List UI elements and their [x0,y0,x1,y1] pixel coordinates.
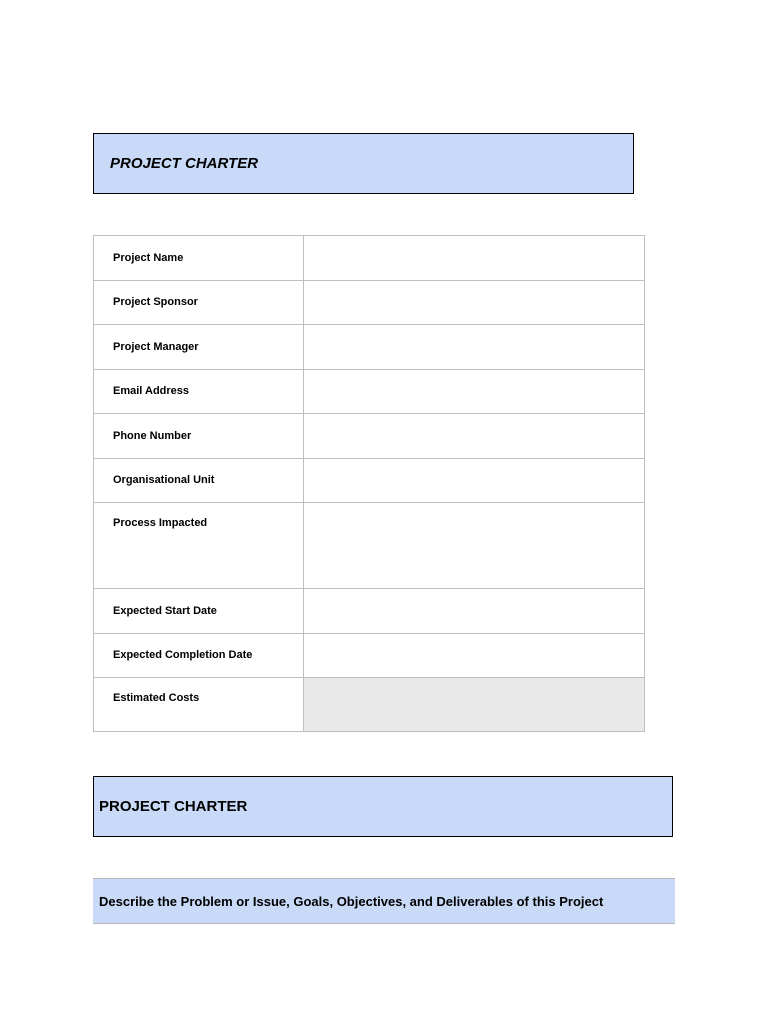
table-row [94,414,645,459]
row-label: Project Name [94,236,304,281]
phone-number-field[interactable] [304,414,645,459]
table-row [94,236,645,281]
section-title: PROJECT CHARTER [99,798,248,815]
row-label: Expected Start Date [94,589,304,634]
row-label: Email Address [94,369,304,414]
table-row [94,589,645,634]
project-sponsor-field[interactable] [304,280,645,325]
project-charter-section-header [93,776,673,837]
organisational-unit-field[interactable] [304,458,645,503]
row-label: Organisational Unit [94,458,304,503]
project-name-field[interactable] [304,236,645,281]
row-label: Project Sponsor [94,280,304,325]
table-row [94,458,645,503]
process-impacted-field[interactable] [304,503,645,589]
project-charter-header [93,133,634,194]
table-row [94,325,645,370]
row-label: Estimated Costs [94,678,304,732]
row-label: Project Manager [94,325,304,370]
row-label: Phone Number [94,414,304,459]
header-title: PROJECT CHARTER [110,155,259,172]
project-manager-field[interactable] [304,325,645,370]
row-label: Expected Completion Date [94,633,304,678]
email-address-field[interactable] [304,369,645,414]
expected-start-date-field[interactable] [304,589,645,634]
table-row [94,503,645,589]
describe-section-heading: Describe the Problem or Issue, Goals, Objectives, and Deliverables of this Project [93,878,675,924]
estimated-costs-field[interactable] [304,678,645,732]
table-row [94,633,645,678]
table-row [94,678,645,732]
project-info-table [93,235,645,732]
table-row [94,369,645,414]
row-label: Process Impacted [94,503,304,589]
expected-completion-date-field[interactable] [304,633,645,678]
table-row [94,280,645,325]
